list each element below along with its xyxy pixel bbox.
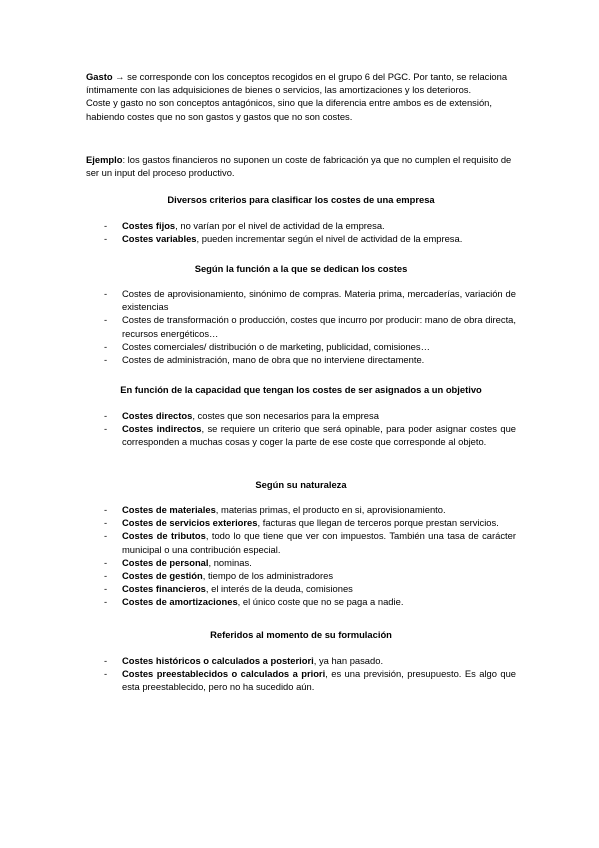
item-text: Costes de aprovisionamiento, sinónimo de compras. Materia prima, mercaderías, variación de existencias [122, 288, 516, 313]
coste-gasto-paragraph: Coste y gasto no son conceptos antagónicos, sino que la diferencia entre ambos es de extensión, habiendo costes que no son gastos y gastos que no son costes. [86, 97, 492, 122]
bullet-dash: - [104, 423, 108, 435]
list-item [86, 422, 516, 448]
bullet-dash: - [104, 583, 108, 595]
list-item [86, 569, 516, 582]
list-item [86, 409, 516, 422]
item-text: , el interés de la deuda, comisiones [205, 583, 353, 595]
bullet-dash: - [104, 556, 108, 568]
item-term: Costes de tributos [122, 530, 206, 542]
item-term: Costes de personal [122, 556, 209, 568]
item-text: , facturas que llegan de terceros porque prestan servicios. [257, 517, 499, 529]
item-text: , materias primas, el producto en si, aprovisionamiento. [215, 504, 446, 515]
item-text: Costes comerciales/ distribución o de marketing, publicidad, comisiones… [122, 340, 430, 352]
item-text: , costes que son necesarios para la empresa [192, 410, 379, 421]
bullet-dash: - [104, 354, 108, 366]
gasto-term: Gasto [86, 71, 113, 82]
bullet-dash: - [104, 410, 108, 421]
list-capacidad [86, 409, 516, 449]
item-term: Costes variables [122, 233, 197, 245]
item-text: Costes de transformación o producción, costes que incurro por producir: mano de obra directa, recursos energéticos… [122, 314, 516, 339]
bullet-dash: - [104, 340, 108, 352]
bullet-dash: - [104, 288, 108, 299]
item-text: , nominas. [208, 556, 252, 568]
ejemplo-text: : los gastos financieros no suponen un coste de fabricación ya que no cumplen el requisito de ser un input del proceso productivo. [86, 154, 512, 179]
list-item [86, 667, 516, 693]
item-text: , no varían por el nivel de actividad de la empresa. [175, 220, 385, 231]
bullet-dash: - [104, 655, 108, 666]
item-term: Costes directos [122, 410, 193, 421]
item-text: , ya han pasado. [313, 655, 384, 666]
item-term: Costes indirectos [122, 423, 202, 435]
list-item [86, 595, 516, 608]
bullet-dash: - [104, 314, 108, 326]
list-item [86, 503, 516, 516]
bullet-dash: - [104, 668, 108, 680]
list-item [86, 353, 516, 366]
section-heading-naturaleza: Según su naturaleza [255, 479, 347, 490]
item-text: , el único coste que no se paga a nadie. [237, 596, 404, 608]
item-term: Costes de materiales [122, 504, 216, 515]
gasto-definition [86, 70, 516, 96]
item-term: Costes fijos [122, 220, 176, 231]
item-term: Costes preestablecidos o calculados a priori [122, 668, 326, 680]
list-item [86, 313, 516, 339]
list-item [86, 219, 516, 232]
item-term: Costes de gestión [122, 570, 203, 582]
gasto-paragraph [86, 70, 516, 123]
list-formulacion [86, 654, 516, 694]
list-item [86, 340, 516, 353]
gasto-text: → se corresponde con los conceptos recogidos en el grupo 6 del PGC. Por tanto, se relaciona íntimamente con las adquisiciones de bienes o servicios, las amortizaciones y los deterioros. [86, 71, 508, 96]
list-item [86, 516, 516, 529]
ejemplo-paragraph [86, 153, 516, 179]
item-text: , pueden incrementar según el nivel de actividad de la empresa. [196, 233, 463, 245]
item-text: , es una previsión, presupuesto. Es algo que esta preestablecido, pero no ha sucedido aún. [122, 668, 517, 693]
item-term: Costes históricos o calculados a posteriori [122, 655, 314, 666]
bullet-dash: - [104, 220, 108, 231]
bullet-dash: - [104, 504, 108, 515]
bullet-dash: - [104, 233, 108, 245]
bullet-dash: - [104, 570, 108, 582]
list-item [86, 287, 516, 313]
list-funcion [86, 287, 516, 366]
list-criterios [86, 219, 516, 245]
list-item [86, 556, 516, 569]
item-text: , tiempo de los administradores [202, 570, 334, 582]
item-term: Costes de servicios exteriores [122, 517, 258, 529]
list-item [86, 582, 516, 595]
item-term: Costes financieros [122, 583, 206, 595]
item-term: Costes de amortizaciones [122, 596, 238, 608]
item-text: Costes de administración, mano de obra que no interviene directamente. [122, 354, 425, 366]
section-heading-formulacion: Referidos al momento de su formulación [210, 629, 392, 640]
ejemplo-term: Ejemplo [86, 154, 123, 165]
section-heading-funcion: Según la función a la que se dedican los costes [194, 263, 408, 274]
item-text: , se requiere un criterio que será opinable, para poder asignar costes que corresponden a muchas cosas y coger la parte de ese coste que corresponde al objeto. [122, 423, 516, 448]
bullet-dash: - [104, 517, 108, 529]
list-naturaleza [86, 503, 516, 609]
item-text: , todo lo que tiene que ver con impuestos. También una tasa de carácter municipal o una contribución especial. [122, 530, 516, 555]
ejemplo-text-line [86, 153, 516, 179]
section-heading-criterios: Diversos criterios para clasificar los costes de una empresa [167, 194, 435, 205]
section-heading-capacidad: En función de la capacidad que tengan los costes de ser asignados a un objetivo [120, 384, 482, 395]
bullet-dash: - [104, 530, 108, 542]
list-item [86, 529, 516, 555]
list-item [86, 232, 516, 245]
bullet-dash: - [104, 596, 108, 608]
list-item [86, 654, 516, 667]
